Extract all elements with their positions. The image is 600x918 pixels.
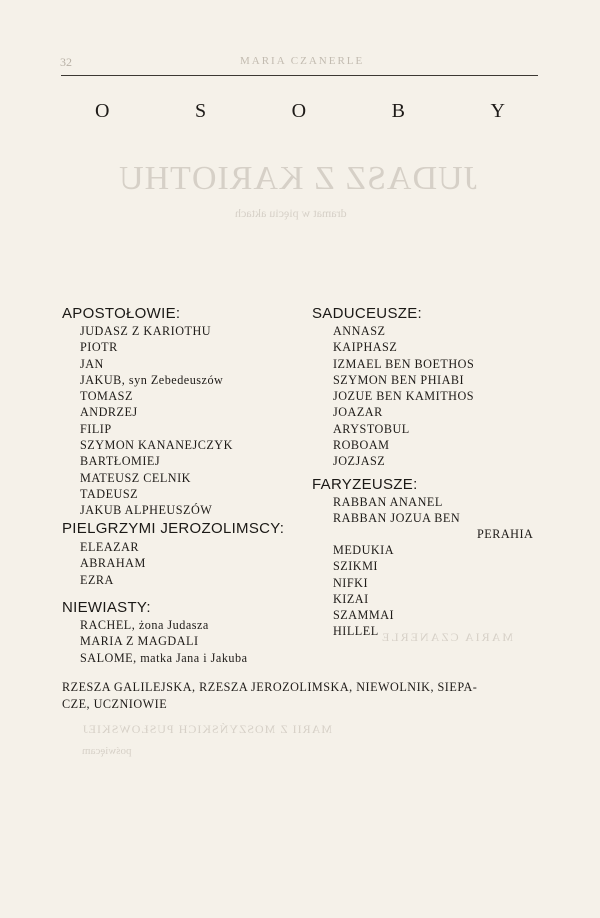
character-name: SALOME, matka Jana i Jakuba: [80, 650, 248, 665]
character-name: RABBAN JOZUA BEN: [333, 511, 461, 526]
title-letter: S: [194, 100, 207, 122]
character-name: RACHEL, żona Judasza: [80, 618, 209, 632]
character-name: FILIP: [80, 421, 112, 436]
title-letter: Y: [490, 100, 505, 122]
section-niewiasty: NIEWIASTY:: [62, 599, 151, 616]
list-apostolowie: [80, 323, 233, 519]
character-name: IZMAEL BEN BOETHOS: [333, 356, 475, 371]
character-name: MARIA Z MAGDALI: [80, 634, 199, 649]
section-apostolowie: APOSTOŁOWIE:: [62, 305, 181, 322]
header-rule: [61, 75, 538, 76]
character-name: JOAZAR: [333, 405, 383, 420]
list-pielgrzymi: [80, 539, 146, 588]
character-name: SZYMON BEN PHIABI: [333, 372, 465, 387]
section-faryzeusze: FARYZEUSZE:: [312, 476, 418, 493]
crowd-line-2: CZE, UCZNIOWIE: [62, 697, 168, 711]
crowd-line-1: RZESZA GALILEJSKA, RZESZA JEROZOLIMSKA, NIEWOLNIK, SIEPA-: [62, 680, 478, 694]
character-name: PIOTR: [80, 340, 118, 355]
bleed-through-publisher-1: MARII Z MOSZYŃSKICH PUSŁOWSKIEJ: [82, 722, 333, 736]
character-name: JAKUB, syn Zebedeuszów: [80, 372, 224, 387]
character-name: JOZUE BEN KAMITHOS: [333, 389, 475, 404]
character-name: KAIPHASZ: [333, 340, 398, 355]
character-name: MATEUSZ CELNIK: [80, 470, 191, 485]
character-name: MEDUKIA: [333, 543, 395, 557]
character-name: TADEUSZ: [80, 486, 139, 501]
list-saduceusze: [333, 323, 474, 470]
bleed-through-author: MARIA CZANERLE: [380, 630, 513, 644]
character-name: JUDASZ Z KARIOTHU: [80, 324, 212, 338]
title-letter: O: [95, 100, 110, 122]
character-name: JAKUB ALPHEUSZÓW: [80, 503, 213, 518]
character-name: ANNASZ: [333, 324, 386, 338]
bleed-through-title: JUDASZ Z KARIOTHU: [118, 160, 477, 197]
section-pielgrzymi: PIELGRZYMI JEROZOLIMSCY:: [62, 520, 285, 537]
section-saduceusze: SADUCEUSZE:: [312, 305, 422, 322]
title-letter: O: [291, 100, 307, 122]
character-name: NIFKI: [333, 575, 368, 590]
character-name: SZAMMAI: [333, 608, 395, 623]
list-faryzeusze: [333, 494, 460, 527]
character-name: EZRA: [80, 572, 114, 587]
character-name: JAN: [80, 356, 104, 371]
character-name: JOZJASZ: [333, 454, 386, 469]
page-title: [95, 100, 505, 123]
running-head: MARIA CZANERLE: [240, 55, 365, 67]
character-name: ABRAHAM: [80, 556, 146, 571]
list-niewiasty: [80, 617, 248, 666]
character-name: SZIKMI: [333, 559, 378, 574]
list-faryzeusze-continued: [333, 542, 394, 640]
character-name: ELEAZAR: [80, 540, 140, 554]
bleed-through-subtitle: dramat w pięciu aktach: [235, 206, 347, 220]
character-name: ROBOAM: [333, 438, 390, 453]
page-number: 32: [60, 55, 72, 69]
character-name: SZYMON KANANEJCZYK: [80, 438, 233, 453]
character-name: KIZAI: [333, 591, 369, 606]
bleed-through-publisher-2: poświęcam: [82, 745, 132, 757]
character-name: ARYSTOBUL: [333, 421, 410, 436]
character-name: ANDRZEJ: [80, 405, 138, 420]
character-name: TOMASZ: [80, 389, 133, 404]
name-continuation: PERAHIA: [477, 527, 534, 541]
character-name: BARTŁOMIEJ: [80, 454, 161, 469]
character-name: HILLEL: [333, 624, 379, 639]
character-name: RABBAN ANANEL: [333, 495, 443, 509]
title-letter: B: [391, 100, 405, 122]
